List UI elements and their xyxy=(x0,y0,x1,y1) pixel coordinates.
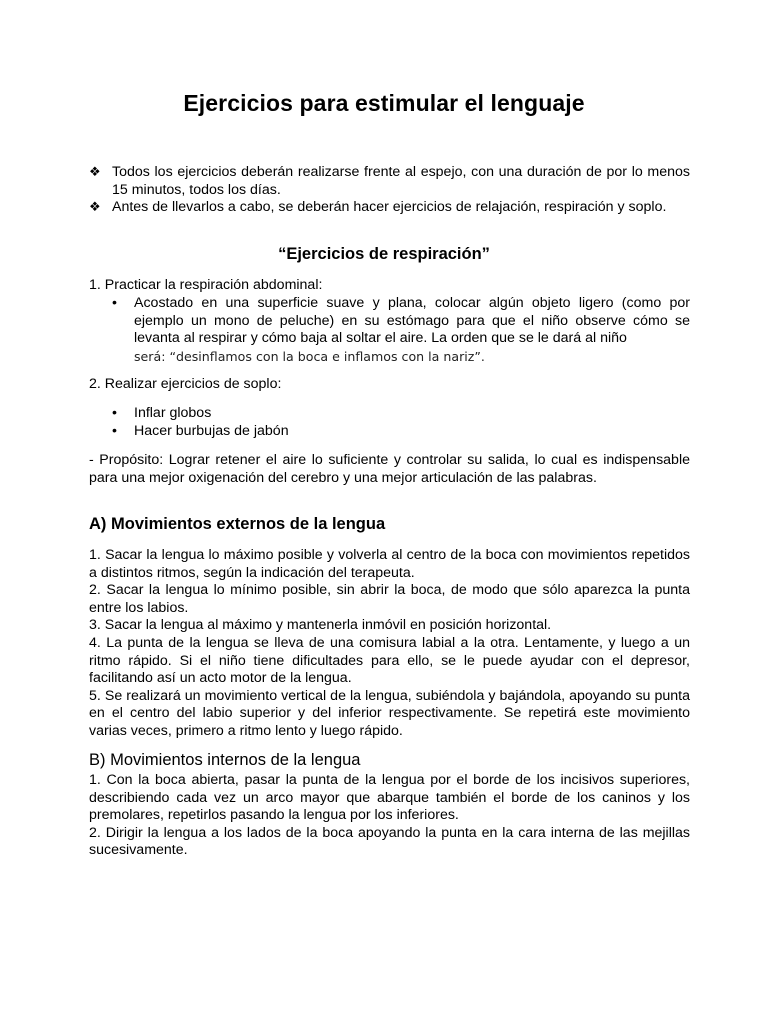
bullet-text xyxy=(134,295,690,366)
section-b-heading: B) Movimientos internos de la lengua xyxy=(89,751,361,769)
section-b-item: 2. Dirigir la lengua a los lados de la boca apoyando la punta en la cara interna de las mejillas sucesivamente. xyxy=(89,824,690,859)
bullet-icon: • xyxy=(112,423,117,439)
section-b-list xyxy=(89,772,690,860)
item-2-heading: 2. Realizar ejercicios de soplo: xyxy=(89,376,282,392)
bullet-icon: • xyxy=(112,295,117,311)
intro-text: Todos los ejercicios deberán realizarse frente al espejo, con una duración de por lo menos 15 minutos, todos los días. xyxy=(112,164,690,198)
bullet-tail-text: será: “desinflamos con la boca e inflamos con la nariz”. xyxy=(134,348,485,364)
diamond-bullet-icon: ❖ xyxy=(89,199,101,214)
list-item xyxy=(89,405,690,423)
list-item xyxy=(89,295,690,366)
bullet-text: Hacer burbujas de jabón xyxy=(134,423,289,439)
diamond-bullet-icon: ❖ xyxy=(89,164,101,179)
item-1-heading: 1. Practicar la respiración abdominal: xyxy=(89,277,323,293)
section-a-item: 2. Sacar la lengua lo mínimo posible, sin abrir la boca, de modo que sólo aparezca la punta entre los labios. xyxy=(89,582,690,616)
section-heading-respiracion: “Ejercicios de respiración” xyxy=(278,245,490,263)
page-title: Ejercicios para estimular el lenguaje xyxy=(183,90,585,116)
list-item xyxy=(89,423,690,441)
bullet-text: Inflar globos xyxy=(134,405,212,421)
section-a-item: 5. Se realizará un movimiento vertical de la lengua, subiéndola y bajándola, apoyando su punta en el centro del labio superior y del inferior respectivamente. Se repetirá este movimiento varias veces, primero a ritmo lento y luego rápido. xyxy=(89,687,690,739)
intro-item xyxy=(89,199,690,217)
bullet-main-text: Acostado en una superficie suave y plana, colocar algún objeto ligero (como por ejemplo un mono de peluche) en su estómago para que el niño observe cómo se levanta al respirar y cómo baja al soltar el aire. La orden que se le dará al niño xyxy=(134,295,690,347)
intro-item xyxy=(89,164,690,199)
section-a-item: 1. Sacar la lengua lo máximo posible y volverla al centro de la boca con movimientos repetidos a distintos ritmos, según la indicación del terapeuta. xyxy=(89,547,690,581)
purpose-paragraph: - Propósito: Lograr retener el aire lo suficiente y controlar su salida, lo cual es indispensable para una mejor oxigenación del cerebro y una mejor articulación de las palabras. xyxy=(89,452,690,486)
section-a-heading: A) Movimientos externos de la lengua xyxy=(89,515,386,533)
section-b-item: 1. Con la boca abierta, pasar la punta de la lengua por el borde de los incisivos superiores, describiendo cada vez un arco mayor que abarque también el borde de los caninos y los premolares, repetirlos pasando la lengua por los inferiores. xyxy=(89,772,690,824)
bullet-icon: • xyxy=(112,405,117,421)
intro-text: Antes de llevarlos a cabo, se deberán hacer ejercicios de relajación, respiración y soplo. xyxy=(112,199,667,215)
section-a-item: 4. La punta de la lengua se lleva de una comisura labial a la otra. Lentamente, y luego a un ritmo rápido. Si el niño tiene dificultades para ello, se le puede ayudar con el depresor, facilitando así un acto motor de la lengua. xyxy=(89,634,690,687)
section-a-item: 3. Sacar la lengua al máximo y mantenerla inmóvil en posición horizontal. xyxy=(89,617,552,634)
section-a-list xyxy=(89,547,690,741)
